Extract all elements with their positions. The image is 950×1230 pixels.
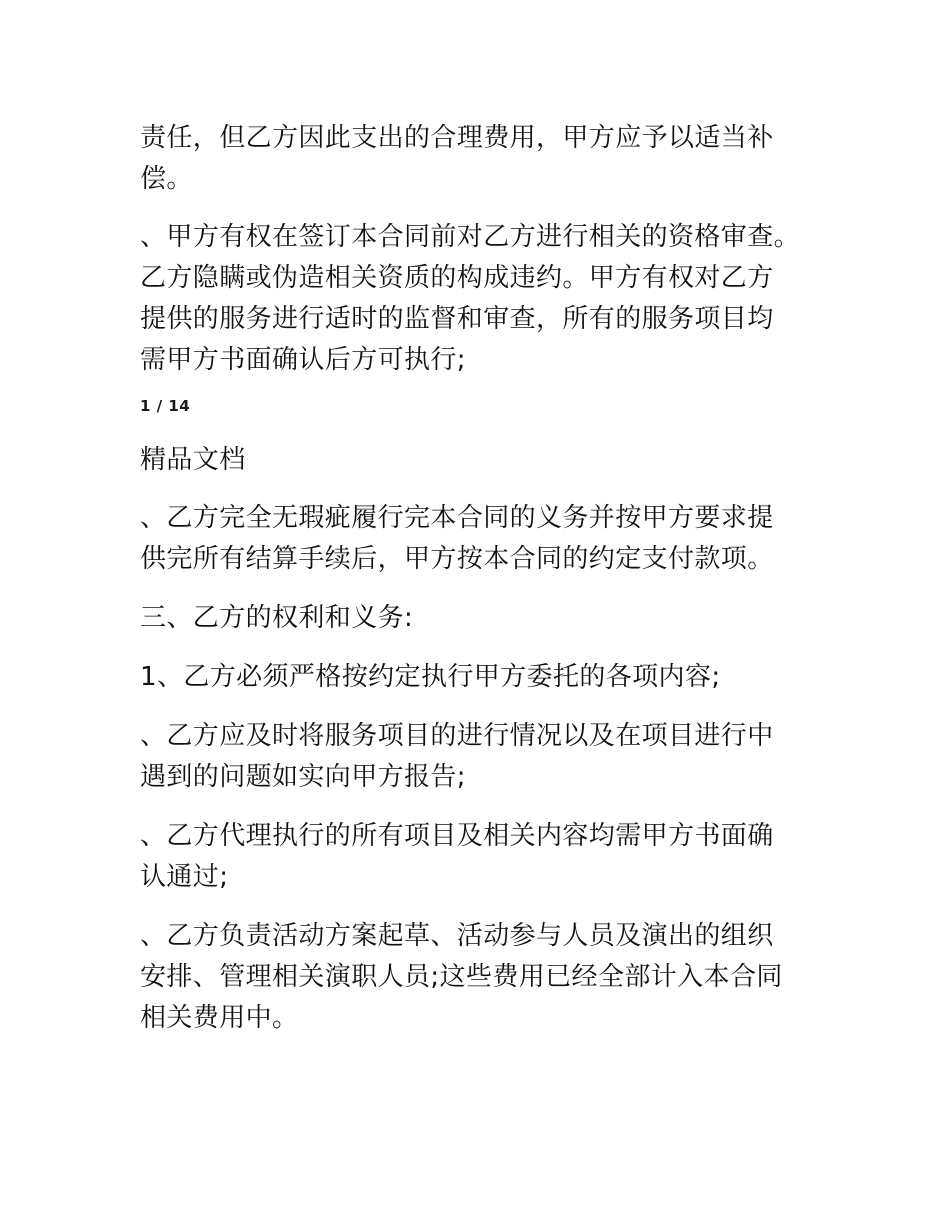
page-header-label: 精品文档: [140, 445, 246, 475]
section-heading-party-b-rights: 三、乙方的权利和义务:: [140, 603, 414, 633]
paragraph-compensation: 责任，但乙方因此支出的合理费用，甲方应予以适当补 偿。: [140, 123, 774, 194]
paragraph-progress-report: 、乙方应及时将服务项目的进行情况以及在项目进行中 遇到的问题如实向甲方报告;: [140, 721, 774, 792]
paragraph-written-confirmation: 、乙方代理执行的所有项目及相关内容均需甲方书面确 认通过;: [140, 821, 774, 892]
page-number: 1 / 14: [140, 397, 191, 415]
paragraph-event-planning: 、乙方负责活动方案起草、活动参与人员及演出的组织 安排、管理相关演职人员;这些费用已经全部计入本合同 相关费用中。: [140, 921, 783, 1033]
paragraph-qualification-review: 、甲方有权在签订本合同前对乙方进行相关的资格审查。 乙方隐瞒或伪造相关资质的构成违约。甲方有权对乙方 提供的服务进行适时的监督和审查，所有的服务项目均 需甲方书面确认后方可执行;: [140, 222, 801, 375]
document-page: [140, 118, 808, 1039]
paragraph-item-1: 1、乙方必须严格按约定执行甲方委托的各项内容;: [140, 662, 721, 692]
paragraph-payment: 、乙方完全无瑕疵履行完本合同的义务并按甲方要求提 供完所有结算手续后，甲方按本合同的约定支付款项。: [140, 503, 774, 574]
